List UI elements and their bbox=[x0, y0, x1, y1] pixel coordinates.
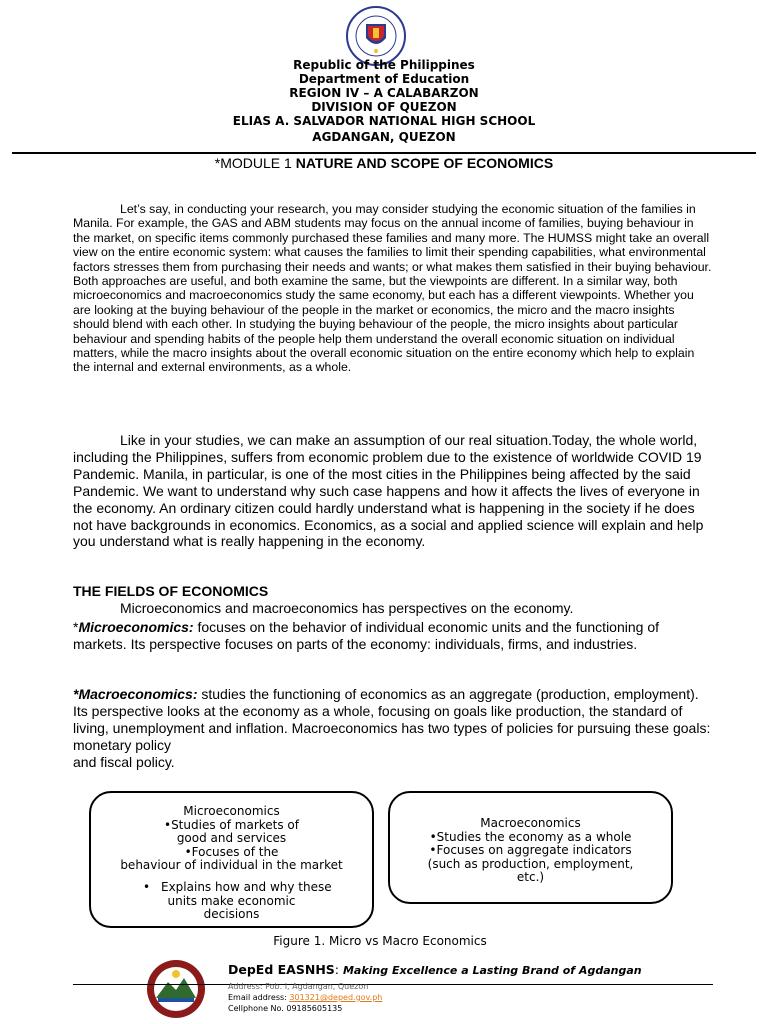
micro-box-bullet bbox=[91, 881, 372, 895]
micro-bullet-line: decisions bbox=[203, 907, 260, 922]
definition-macro bbox=[73, 686, 713, 771]
macro-text-end: and fiscal policy. bbox=[73, 753, 175, 770]
micro-text: focuses on the behavior of individual economic units and the functioning of markets. Its perspective focuses on parts of the economy: individuals, firms, and industries. bbox=[73, 619, 660, 652]
section-heading-fields: THE FIELDS OF ECONOMICS bbox=[73, 583, 269, 599]
macro-term: *Macroeconomics: bbox=[73, 686, 198, 702]
footer-address: Address: Pob. I, Agdangan, Quezon bbox=[228, 982, 369, 991]
footer-email-link[interactable]: 301321@deped.gov.ph bbox=[289, 993, 383, 1002]
macro-box-line: etc.) bbox=[516, 870, 545, 885]
school-logo-icon bbox=[138, 958, 214, 1020]
micro-bullet-line: units make economic bbox=[167, 893, 296, 908]
module-heading: NATURE AND SCOPE OF ECONOMICS bbox=[295, 155, 554, 171]
footer-email-line bbox=[228, 993, 382, 1003]
definition-micro bbox=[73, 619, 713, 653]
deped-seal-icon bbox=[346, 6, 406, 66]
header-location: AGDANGAN, QUEZON bbox=[312, 130, 456, 144]
footer-cellphone: Cellphone No. 09185605135 bbox=[228, 1004, 343, 1013]
footer-email-label: Email address: bbox=[228, 993, 290, 1002]
macro-box-line: •Studies the economy as a whole bbox=[429, 829, 632, 844]
micro-box-line: behaviour of individual in the market bbox=[120, 858, 343, 873]
paragraph-intro-text: Let’s say, in conducting your research, you may consider studying the economic situation of the families in Manila. For example, the GAS and ABM students may focus on the annual income of families, buying behaviour in the market, on specific items commonly purchased these families and many more. The HUMSS might take an overall view on the entire economic system: what causes the families to limit their spending capabilities, what environmental factors stresses them from purchasing their needs and wants; or what makes them satisfied in their buying behaviour. Both approaches are useful, and both examine the same, but the viewpoints are different. In a similar way, both microeconomics and macroeconomics study the same economy, but each has a different viewpoints. Whether you are looking at the buying behaviour of the people in the market or economics, the micro and the macro insights should blend with each other. In studying the buying behaviour of the people, the micro insights about particular behaviour and spending habits of the people help them understand the overall economic situation on individual matters, while the macro insights about the overall economic situation on the entire economy which help to explain the internal and external environments, as a whole. bbox=[73, 202, 712, 375]
header-republic: Republic of the Philippines bbox=[293, 58, 475, 72]
micro-box-line: good and services bbox=[176, 831, 287, 846]
macro-box-line: (such as production, employment, bbox=[427, 856, 634, 871]
micro-diagram-box bbox=[89, 791, 374, 928]
header-divider bbox=[12, 152, 756, 154]
micro-bullet-line: Explains how and why these bbox=[161, 879, 332, 894]
module-prefix: *MODULE 1 bbox=[214, 155, 296, 171]
macro-box-line: •Focuses on aggregate indicators bbox=[429, 843, 632, 858]
figure-caption: Figure 1. Micro vs Macro Economics bbox=[273, 934, 487, 948]
fields-intro-text: Microeconomics and macroeconomics has perspectives on the economy. bbox=[120, 600, 574, 616]
footer-brand-line bbox=[228, 962, 642, 979]
micro-box-line: •Studies of markets of bbox=[163, 817, 299, 832]
macro-diagram-box bbox=[388, 791, 673, 904]
footer-colon: : bbox=[334, 962, 343, 977]
footer-divider bbox=[73, 984, 713, 985]
micro-term: Microeconomics: bbox=[78, 619, 194, 635]
macro-box-title: Macroeconomics bbox=[480, 816, 581, 830]
header-division: DIVISION OF QUEZON bbox=[311, 100, 457, 114]
micro-box-line: •Focuses of the bbox=[184, 844, 279, 859]
micro-star: * bbox=[73, 619, 79, 635]
header-department: Department of Education bbox=[298, 72, 470, 86]
footer-tagline: Making Excellence a Lasting Brand of Agdangan bbox=[342, 964, 642, 977]
paragraph-covid bbox=[73, 432, 713, 550]
bullet-dot: • bbox=[143, 879, 151, 894]
header-region: REGION IV – A CALABARZON bbox=[289, 86, 479, 100]
header-school: ELIAS A. SALVADOR NATIONAL HIGH SCHOOL bbox=[232, 114, 536, 128]
footer-brand: DepEd EASNHS bbox=[228, 962, 335, 977]
paragraph-intro bbox=[73, 202, 713, 375]
module-title bbox=[0, 155, 768, 172]
fields-intro bbox=[73, 600, 713, 617]
macro-text: studies the functioning of economics as an aggregate (production, employment). Its perspective looks at the economy as a whole, focusing on goals like production, the standard of living, unemployment and inflation. Macroeconomics has two types of policies for pursuing these goals: monetary policy bbox=[73, 686, 711, 753]
micro-box-title: Microeconomics bbox=[183, 804, 280, 818]
paragraph-covid-text: Like in your studies, we can make an assumption of our real situation.Today, the whole world, including the Philippines, suffers from economic problem due to the existence of worldwide COVID 19 Pandemic. Manila, in particular, is one of the most cities in the Philippines being affected by the said Pandemic. We want to understand why such case happens and how it affects the lives of everyone in the economy. An ordinary citizen could hardly understand what is happening in the society if he does not have backgrounds in economics. Economics, as a social and applied science will explain and help you understand what is really happening in the economy. bbox=[73, 432, 704, 550]
